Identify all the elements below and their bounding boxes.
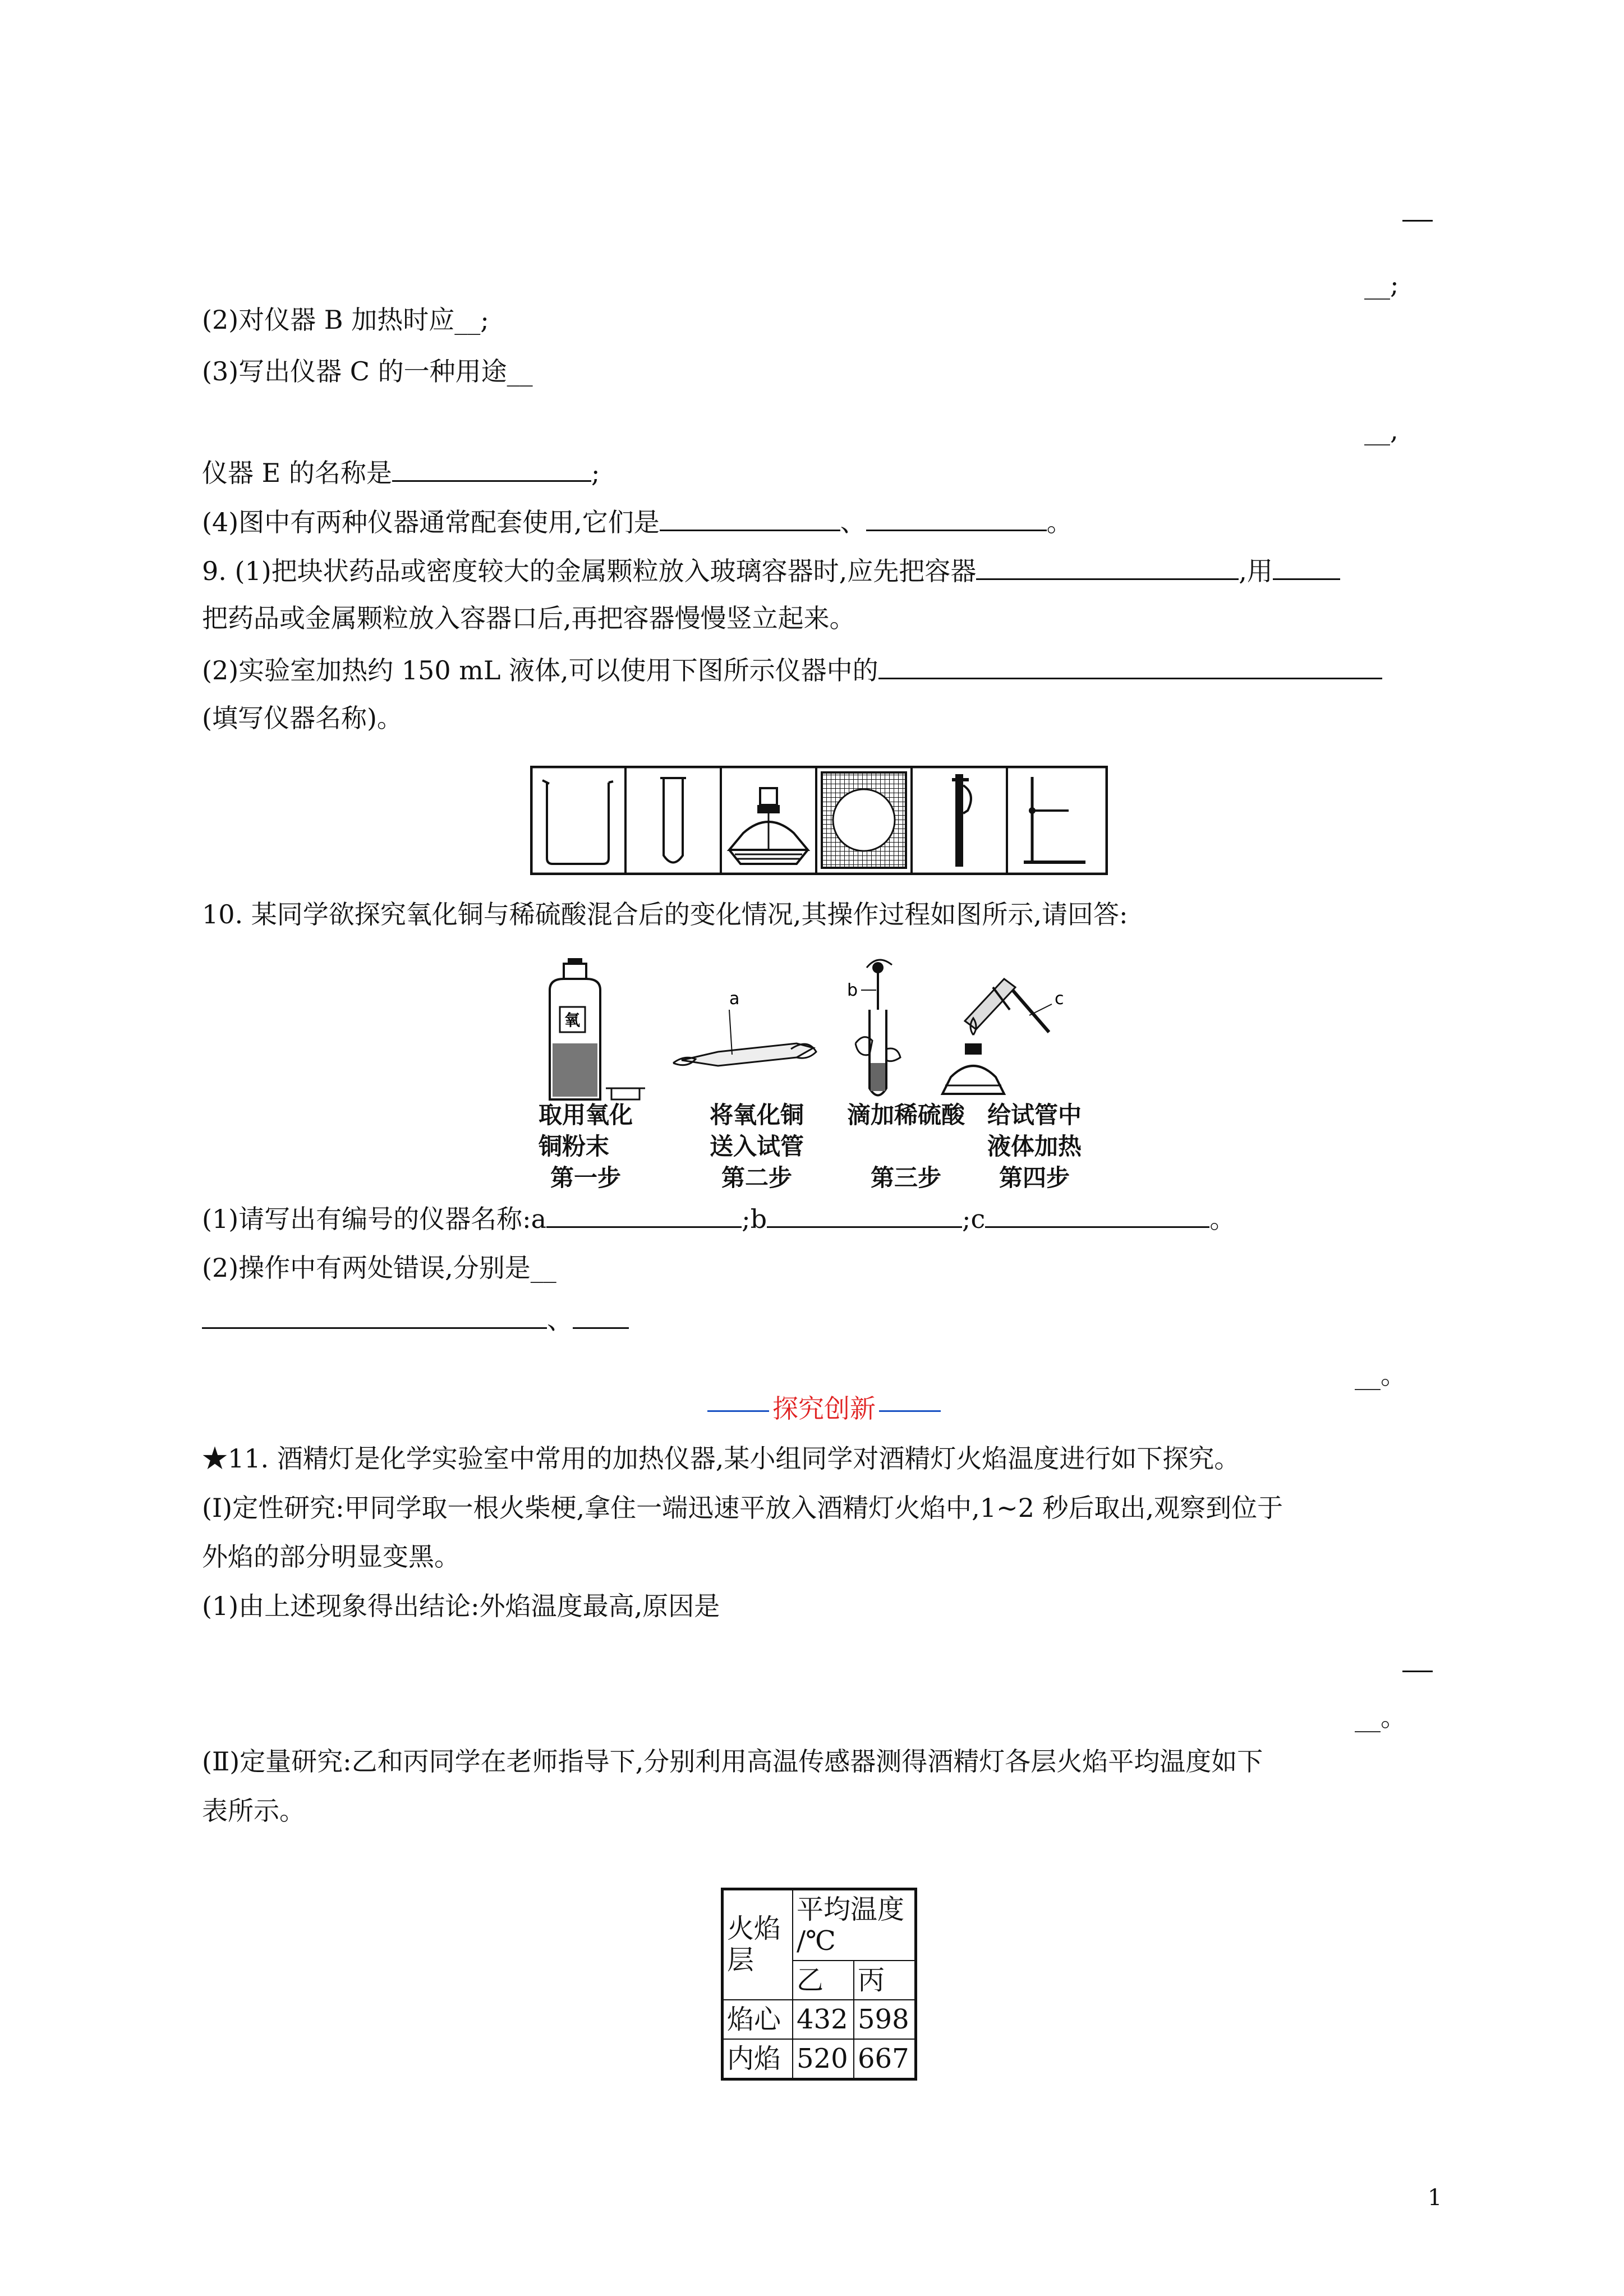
q8-part4-label: (4)图中有两种仪器通常配套使用,它们是 [202, 507, 660, 537]
blank-e-name [392, 454, 591, 482]
q10-end-period: __。 [1355, 1360, 1406, 1390]
q10-part1-end: 。 [1209, 1204, 1236, 1234]
flame-temperature-table [721, 1888, 917, 2081]
blank-q10-b [767, 1200, 962, 1228]
q9-part2-label: (2)实验室加热约 150 mL 液体,可以使用下图所示仪器中的 [202, 655, 878, 685]
q11-intro: ★11. 酒精灯是化学实验室中常用的加热仪器,某小组同学对酒精灯火焰温度进行如下探究。 [202, 1443, 1240, 1474]
heating-test-tube-icon [942, 979, 1052, 1094]
value-cell: 432 [793, 2000, 854, 2039]
value-cell: 667 [854, 2039, 916, 2079]
q9-part2 [202, 652, 1382, 687]
q10-sep: 、 [547, 1305, 573, 1335]
step4-action-line2: 液体加热 [987, 1133, 1082, 1160]
step2-caption [710, 1099, 804, 1194]
q8-e-name-label: 仪器 E 的名称是 [202, 458, 392, 488]
label-b: b [847, 981, 858, 1000]
label-a: a [729, 989, 740, 1009]
value-cell: 598 [854, 2000, 916, 2039]
layer-cell: 焰心 [723, 2000, 793, 2039]
q10-part2: (2)操作中有两处错误,分别是__ [202, 1253, 556, 1283]
q11-part2-line1: (Ⅱ)定量研究:乙和丙同学在老师指导下,分别利用高温传感器测得酒精灯各层火焰平均温度如下 [202, 1746, 1263, 1777]
bottle-label: 氧 [564, 1011, 581, 1029]
blank-q10-err2 [573, 1301, 629, 1329]
layer-cell: 内焰 [723, 2039, 793, 2079]
row-header-cell [723, 1889, 793, 2000]
col-header-cell [793, 1889, 916, 1961]
q10-part1-label: (1)请写出有编号的仪器名称:a [202, 1204, 547, 1234]
step4-caption [987, 1099, 1082, 1194]
q8-sep: 、 [840, 507, 866, 537]
q10-part1-c: ;c [962, 1204, 986, 1234]
col-header-line2: /℃ [797, 1925, 836, 1957]
row-header-line1: 火焰 [727, 1913, 781, 1944]
blank-q8-4b [866, 504, 1047, 531]
blank-q10-a [546, 1200, 742, 1228]
blank-q10-c [985, 1200, 1209, 1228]
q11-end-period: __。 [1355, 1702, 1406, 1732]
sub-header-yi: 乙 [793, 1961, 854, 2000]
step3-label: 第三步 [871, 1164, 942, 1191]
q11-part1-line1: (Ⅰ)定性研究:甲同学取一根火柴梗,拿住一端迅速平放入酒精灯火焰中,1~2 秒后取出,观察到位于 [202, 1493, 1283, 1523]
step1-caption [539, 1099, 633, 1194]
sub-header-bing: 丙 [854, 1961, 916, 2000]
step2-action-line2: 送入试管 [710, 1133, 804, 1160]
q8-end-comma: __, [1364, 415, 1398, 445]
q9-part1-cont: 把药品或金属颗粒放入容器口后,再把容器慢慢竖立起来。 [202, 603, 855, 633]
blank-q9-1a [976, 553, 1239, 580]
q11-question1: (1)由上述现象得出结论:外焰温度最高,原因是 [202, 1591, 720, 1621]
dropper-test-tube-icon [855, 960, 900, 1095]
step3-caption [847, 1099, 965, 1194]
section-rule-left [707, 1410, 769, 1412]
section-header [704, 1388, 944, 1425]
step2-label: 第二步 [721, 1164, 793, 1191]
step3-action-line2 [847, 1131, 965, 1162]
step1-action-line2: 铜粉末 [539, 1133, 610, 1160]
q8-period: 。 [1046, 507, 1073, 537]
step1-label: 第一步 [550, 1164, 622, 1191]
blank-q9-2 [878, 652, 1382, 679]
q9-part1-mid: ,用 [1239, 556, 1273, 586]
answer-line-q8-1 [1402, 220, 1433, 222]
col-header-line1: 平均温度 [797, 1894, 905, 1925]
label-c: c [1055, 989, 1064, 1009]
step4-action-line1: 给试管中 [987, 1101, 1082, 1129]
instrument-strip [530, 766, 1108, 875]
q8-part2: (2)对仪器 B 加热时应__; [202, 305, 489, 335]
q10-steps-figure [533, 948, 1116, 1116]
wire-gauze-icon [822, 772, 906, 868]
value-cell: 520 [793, 2039, 854, 2079]
q8-part4 [202, 504, 1073, 539]
answer-line-q11 [1402, 1671, 1433, 1672]
blank-q8-4a [660, 504, 840, 531]
step2-action-line1: 将氧化铜 [710, 1101, 804, 1129]
q9-part1 [202, 553, 1340, 588]
q10-part1-b: ;b [742, 1204, 767, 1234]
q9-part2-cont: (填写仪器名称)。 [202, 703, 403, 733]
page-number: 1 [1428, 2185, 1442, 2211]
step1-action-line1: 取用氧化 [539, 1101, 633, 1129]
row-header-line2: 层 [727, 1944, 755, 1976]
blank-q9-1b [1273, 553, 1340, 580]
q9-part1-label: 9. (1)把块状药品或密度较大的金属颗粒放入玻璃容器时,应先把容器 [202, 556, 977, 586]
q8-e-name-end: ; [591, 458, 600, 488]
paper-trough-icon [673, 1010, 816, 1066]
q8-end-semicolon: __; [1364, 269, 1399, 300]
q10-part1 [202, 1200, 1235, 1236]
q10-part2-blanks [202, 1301, 629, 1337]
q11-part1-line2: 外焰的部分明显变黑。 [202, 1542, 460, 1572]
section-title: 探究创新 [772, 1393, 876, 1424]
step4-label: 第四步 [999, 1164, 1070, 1191]
q10-intro: 10. 某同学欲探究氧化铜与稀硫酸混合后的变化情况,其操作过程如图所示,请回答: [202, 899, 1128, 930]
section-rule-right [879, 1410, 941, 1412]
step3-action-line1: 滴加稀硫酸 [847, 1101, 965, 1129]
q8-part3: (3)写出仪器 C 的一种用途__ [202, 356, 533, 386]
q8-e-name [202, 454, 600, 490]
q11-part2-line2: 表所示。 [202, 1796, 305, 1826]
blank-q10-err1 [202, 1301, 547, 1329]
